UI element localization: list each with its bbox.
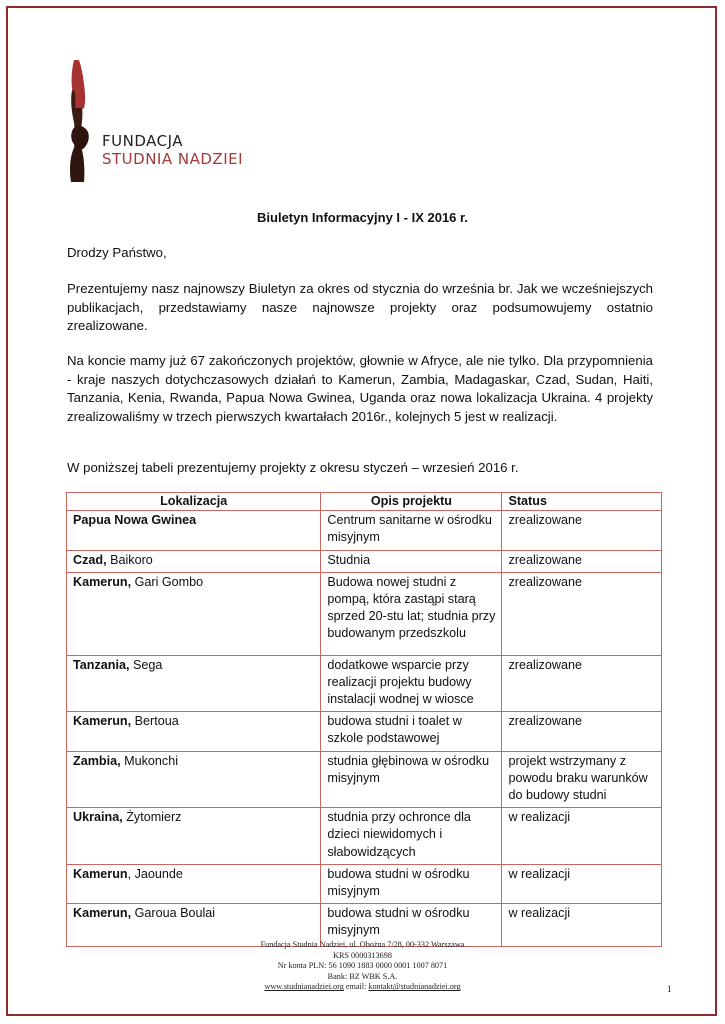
logo-title: FUNDACJA bbox=[102, 132, 184, 150]
footer-address: Fundacja Studnia Nadziei, ul. Obożna 7/28, 00-332 Warszawa bbox=[260, 940, 465, 949]
page-footer bbox=[0, 940, 725, 993]
location-cell bbox=[67, 511, 321, 550]
page-number: 1 bbox=[667, 984, 672, 994]
place: Sega bbox=[129, 657, 163, 672]
country: Kamerun, bbox=[73, 714, 132, 729]
status-cell: zrealizowane bbox=[502, 655, 662, 712]
description-cell: studnia przy ochronce dla dzieci niewidomych i słabowidzących bbox=[321, 808, 502, 865]
status-cell: zrealizowane bbox=[502, 550, 662, 572]
description-cell: Centrum sanitarne w ośrodku misyjnym bbox=[321, 511, 502, 550]
website-link[interactable]: www.studnianadziei.org bbox=[264, 982, 344, 992]
description-cell: Budowa nowej studni z pompą, która zastąpi starą sprzed 20-stu lat; studnia przy budowanym przedszkolu bbox=[321, 572, 502, 655]
table-row bbox=[67, 864, 662, 903]
table-header-row bbox=[67, 493, 662, 511]
country: Papua Nowa Gwinea bbox=[73, 513, 197, 528]
table-row bbox=[67, 712, 662, 751]
footer-contact bbox=[0, 982, 725, 993]
place: Garoua Boulai bbox=[131, 906, 216, 921]
header-location: Lokalizacja bbox=[67, 493, 321, 511]
location-cell bbox=[67, 808, 321, 865]
table-row bbox=[67, 550, 662, 572]
location-cell bbox=[67, 572, 321, 655]
place: , Jaounde bbox=[127, 866, 183, 881]
place: Gari Gombo bbox=[131, 574, 204, 589]
footer-account: Nr konta PLN: 56 1090 1883 0000 0001 1007 8071 bbox=[277, 961, 448, 971]
status-cell: projekt wstrzymany z powodu braku warunków do budowy studni bbox=[502, 751, 662, 808]
table-row bbox=[67, 751, 662, 808]
logo-subtitle: STUDNIA NADZIEI bbox=[102, 150, 244, 168]
footer-krs: KRS 0000313698 bbox=[333, 950, 392, 960]
footer-bank: Bank: BZ WBK S.A. bbox=[327, 971, 398, 981]
location-cell bbox=[67, 864, 321, 903]
description-cell: dodatkowe wsparcie przy realizacji projektu budowy instalacji wodnej w wiosce bbox=[321, 655, 502, 712]
bulletin-title: Biuletyn Informacyjny I - IX 2016 r. bbox=[257, 210, 468, 225]
greeting: Drodzy Państwo, bbox=[67, 245, 167, 260]
country: Zambia, bbox=[73, 753, 121, 768]
description-cell: studnia głębinowa w ośrodku misyjnym bbox=[321, 751, 502, 808]
country: Ukraina, bbox=[73, 810, 123, 825]
location-cell bbox=[67, 712, 321, 751]
email-link[interactable]: kontakt@studnianadziei.org bbox=[368, 982, 461, 992]
status-cell: zrealizowane bbox=[502, 712, 662, 751]
location-cell bbox=[67, 751, 321, 808]
country: Kamerun, bbox=[73, 906, 132, 921]
place: Mukonchi bbox=[120, 753, 178, 768]
projects-table bbox=[66, 492, 662, 947]
header-status: Status bbox=[502, 493, 662, 511]
country: Kamerun bbox=[73, 866, 128, 881]
intro-paragraph: Prezentujemy nasz najnowszy Biuletyn za okres od stycznia do września br. Jak we wcześniejszych publikacjach, przedstawiamy nasze najnowsze projekty oraz podsumowujemy ostatnio zrealizowane. bbox=[67, 281, 653, 334]
email-label: email: bbox=[345, 982, 367, 992]
description-cell: budowa studni w ośrodku misyjnym bbox=[321, 864, 502, 903]
place: Bertoua bbox=[131, 714, 179, 729]
table-intro-paragraph: W poniższej tabeli prezentujemy projekty z okresu styczeń – wrzesień 2016 r. bbox=[67, 460, 519, 475]
country: Kamerun, bbox=[73, 574, 132, 589]
status-cell: w realizacji bbox=[502, 808, 662, 865]
location-cell bbox=[67, 550, 321, 572]
status-cell: w realizacji bbox=[502, 864, 662, 903]
description-cell: Studnia bbox=[321, 550, 502, 572]
description-cell: budowa studni w ośrodku misyjnym bbox=[321, 904, 502, 946]
logo-figure-icon bbox=[62, 52, 262, 192]
foundation-logo bbox=[62, 52, 262, 192]
table-row bbox=[67, 808, 662, 865]
status-cell: w realizacji bbox=[502, 904, 662, 946]
place: Baikoro bbox=[106, 552, 153, 567]
status-cell: zrealizowane bbox=[502, 572, 662, 655]
status-cell: zrealizowane bbox=[502, 511, 662, 550]
summary-paragraph: Na koncie mamy już 67 zakończonych projektów, głownie w Afryce, ale nie tylko. Dla przypomnienia - kraje naszych dotychczasowych działań to Kamerun, Zambia, Madagaskar, Czad, Sudan, Haiti, Tanzania, Kenia, Rwanda, Papua Nowa Gwinea, Uganda oraz nowa lokalizacja Ukraina. 4 projekty zrealizowaliśmy w trzech pierwszych kwartałach 2016r., kolejnych 5 jest w realizacji. bbox=[67, 353, 653, 424]
table-row bbox=[67, 572, 662, 655]
country: Tanzania, bbox=[73, 657, 130, 672]
country: Czad, bbox=[73, 552, 107, 567]
table-row bbox=[67, 655, 662, 712]
location-cell bbox=[67, 655, 321, 712]
place: Żytomierz bbox=[122, 810, 182, 825]
table-row bbox=[67, 511, 662, 550]
header-description: Opis projektu bbox=[321, 493, 502, 511]
description-cell: budowa studni i toalet w szkole podstawowej bbox=[321, 712, 502, 751]
